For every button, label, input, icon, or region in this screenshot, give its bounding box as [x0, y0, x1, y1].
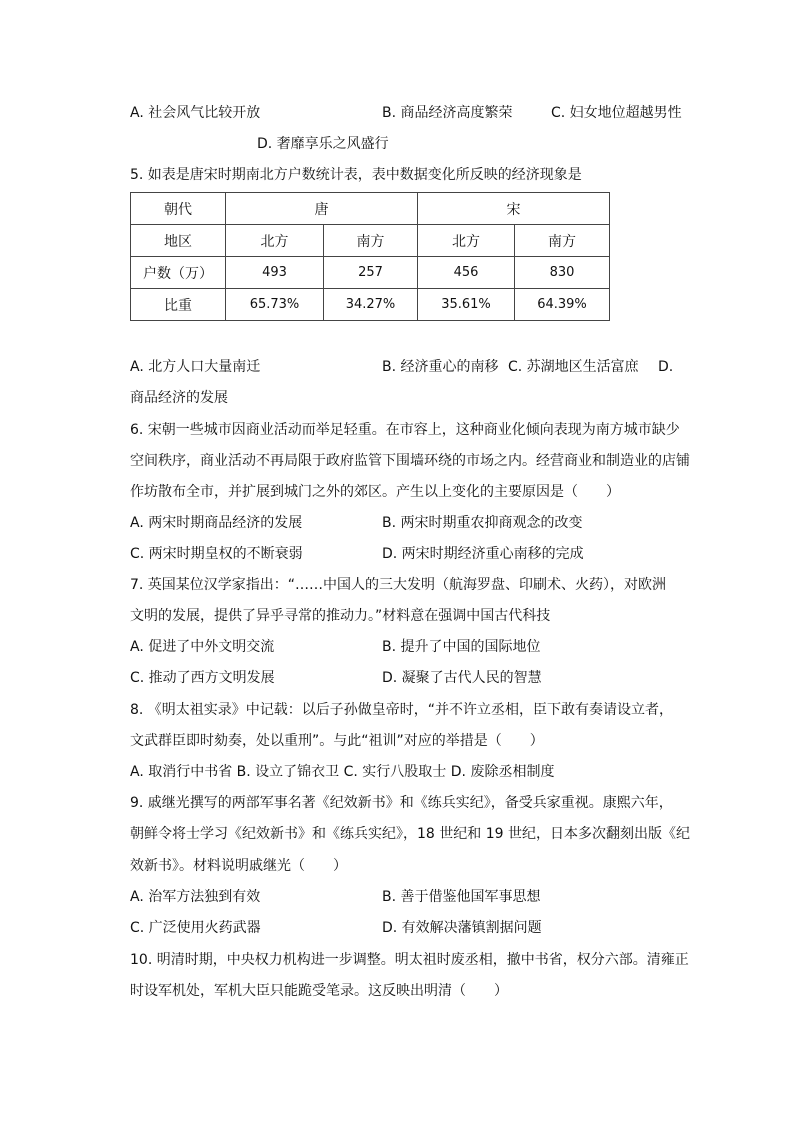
table-cell: 35.61% [418, 289, 515, 321]
table-cell: 北方 [418, 225, 515, 257]
table-cell: 493 [226, 257, 324, 289]
q9-stem-line: 9. 戚继光撰写的两部军事名著《纪效新书》和《练兵实纪》，备受兵家重视。康熙六年， [130, 795, 673, 811]
q4-option-d: D. 奢靡享乐之风盛行 [257, 136, 389, 152]
q8-stem-line: 8. 《明太祖实录》中记载：以后子孙做皇帝时，“并不许立丞相，臣下敢有奏请设立者， [130, 702, 674, 718]
table-cell: 北方 [226, 225, 324, 257]
q6-stem-line: 6. 宋朝一些城市因商业活动而举足轻重。在市容上，这种商业化倾向表现为南方城市缺少 [130, 422, 680, 438]
household-stats-table [130, 192, 610, 321]
q6-option-b: B. 两宋时期重农抑商观念的改变 [382, 515, 583, 531]
q4-option-c: C. 妇女地位超越男性 [551, 105, 682, 121]
table-row [131, 289, 610, 321]
table-cell: 宋 [418, 193, 610, 225]
q9-option-a: A. 治军方法独到有效 [130, 889, 261, 905]
q9-stem-line: 效新书》。材料说明戚继光（ ） [130, 858, 347, 874]
q9-option-c: C. 广泛使用火药武器 [130, 920, 261, 936]
table-cell: 南方 [515, 225, 610, 257]
q5-option-d: D. [658, 359, 674, 375]
q4-option-a: A. 社会风气比较开放 [130, 105, 261, 121]
table-cell: 唐 [226, 193, 418, 225]
table-cell: 830 [515, 257, 610, 289]
q8-stem-line: 文武群臣即时劾奏，处以重刑”。与此“祖训”对应的举措是（ ） [130, 733, 544, 749]
q7-option-b: B. 提升了中国的国际地位 [382, 639, 541, 655]
table-row [131, 257, 610, 289]
q9-option-b: B. 善于借鉴他国军事思想 [382, 889, 541, 905]
q5-stem: 5. 如表是唐宋时期南北方户数统计表，表中数据变化所反映的经济现象是 [130, 167, 582, 183]
table-cell: 地区 [131, 225, 226, 257]
q7-stem-line: 文明的发展，提供了异乎寻常的推动力。”材料意在强调中国古代科技 [130, 608, 551, 624]
q5-option-a: A. 北方人口大量南迁 [130, 359, 261, 375]
q7-option-a: A. 促进了中外文明交流 [130, 639, 275, 655]
table-cell: 257 [324, 257, 418, 289]
q7-option-c: C. 推动了西方文明发展 [130, 670, 275, 686]
q6-stem-line: 作坊散布全市，并扩展到城门之外的郊区。产生以上变化的主要原因是（ ） [130, 484, 620, 500]
table-cell: 南方 [324, 225, 418, 257]
q5-option-c: C. 苏湖地区生活富庶 [508, 359, 639, 375]
q6-option-d: D. 两宋时期经济重心南移的完成 [382, 546, 584, 562]
q8-options: A. 取消行中书省 B. 设立了锦衣卫 C. 实行八股取士 D. 废除丞相制度 [130, 764, 555, 780]
table-cell: 比重 [131, 289, 226, 321]
q6-stem-line: 空间秩序，商业活动不再局限于政府监管下围墙环绕的市场之内。经营商业和制造业的店铺 [130, 453, 690, 469]
q10-stem-line: 时设军机处，军机大臣只能跪受笔录。这反映出明清（ ） [130, 983, 508, 999]
q4-option-b: B. 商品经济高度繁荣 [382, 105, 513, 121]
q5-option-b: B. 经济重心的南移 [382, 359, 499, 375]
q9-option-d: D. 有效解决藩镇割据问题 [382, 920, 542, 936]
q10-stem-line: 10. 明清时期，中央权力机构进一步调整。明太祖时废丞相，撤中书省，权分六部。清雍正 [130, 952, 689, 968]
table-cell: 34.27% [324, 289, 418, 321]
q7-option-d: D. 凝聚了古代人民的智慧 [382, 670, 542, 686]
table-row [131, 225, 610, 257]
q6-option-c: C. 两宋时期皇权的不断衰弱 [130, 546, 303, 562]
table-cell: 65.73% [226, 289, 324, 321]
table-cell: 456 [418, 257, 515, 289]
table-cell: 户数（万） [131, 257, 226, 289]
q5-option-d-cont: 商品经济的发展 [130, 390, 228, 406]
table-row [131, 193, 610, 225]
q9-stem-line: 朝鲜令将士学习《纪效新书》和《练兵实纪》，18 世纪和 19 世纪，日本多次翻刻出版《纪 [130, 826, 690, 842]
table-cell: 朝代 [131, 193, 226, 225]
q7-stem-line: 7. 英国某位汉学家指出：“……中国人的三大发明（航海罗盘、印刷术、火药），对欧洲 [130, 577, 667, 593]
table-cell: 64.39% [515, 289, 610, 321]
q6-option-a: A. 两宋时期商品经济的发展 [130, 515, 303, 531]
